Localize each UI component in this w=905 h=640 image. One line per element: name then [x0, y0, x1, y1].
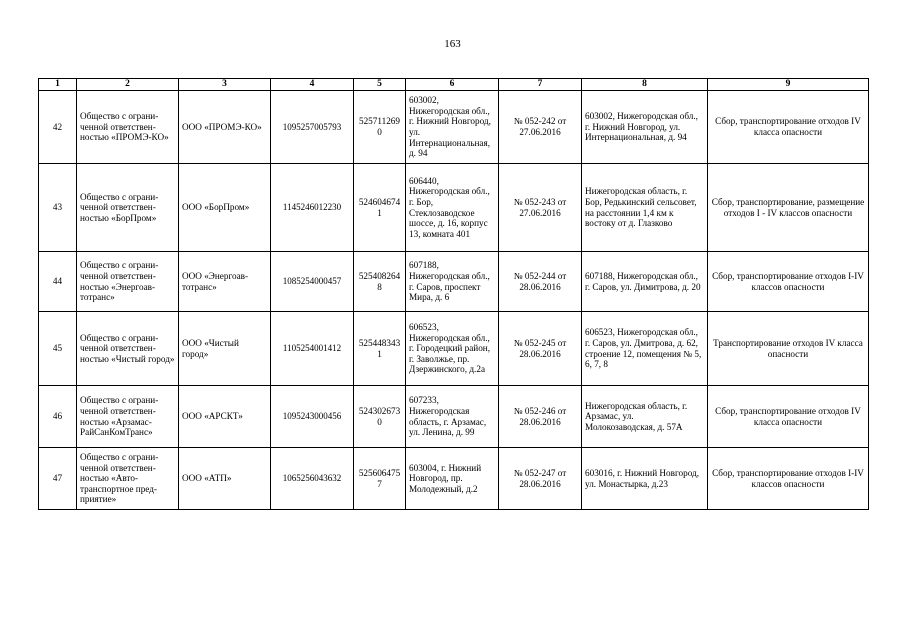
organization-full-name: Общество с ограни-ченной ответствен-ностью «Авто-транспортное пред-приятие» — [77, 448, 179, 510]
activity-type: Сбор, транспортирование отходов IV класса опасности — [708, 386, 869, 448]
column-number-row — [39, 79, 869, 91]
ogrn: 1065256043632 — [271, 448, 354, 510]
ogrn: 1085254000457 — [271, 252, 354, 312]
page-number: 163 — [444, 38, 461, 50]
inn: 5257112690 — [354, 91, 406, 164]
ogrn: 1105254001412 — [271, 312, 354, 386]
organization-full-name: Общество с ограни-ченной ответствен-ностью «Чистый город» — [77, 312, 179, 386]
organization-short-name: ООО «Чистый город» — [179, 312, 271, 386]
activity-type: Сбор, транспортирование отходов I-IV классов опасности — [708, 252, 869, 312]
column-header: 5 — [354, 79, 406, 91]
row-number: 44 — [39, 252, 77, 312]
column-header: 6 — [406, 79, 499, 91]
legal-address: 603002, Нижегородская обл., г. Нижний Новгород, ул. Интернациональная, д. 94 — [406, 91, 499, 164]
ogrn: 1095243000456 — [271, 386, 354, 448]
organization-short-name: ООО «АРСКТ» — [179, 386, 271, 448]
table-row — [39, 164, 869, 252]
column-header: 3 — [179, 79, 271, 91]
activity-site-address: 603002, Нижегородская обл., г. Нижний Новгород, ул. Интернациональная, д. 94 — [582, 91, 708, 164]
table-row — [39, 312, 869, 386]
ogrn: 1095257005793 — [271, 91, 354, 164]
activity-site-address: 607188, Нижегородская обл., г. Саров, ул. Димитрова, д. 20 — [582, 252, 708, 312]
license-number-date: № 052-243 от 27.06.2016 — [499, 164, 582, 252]
column-header: 2 — [77, 79, 179, 91]
activity-type: Сбор, транспортирование отходов IV класса опасности — [708, 91, 869, 164]
table-row — [39, 252, 869, 312]
inn: 5254483431 — [354, 312, 406, 386]
organization-full-name: Общество с ограни-ченной ответствен-ностью «Энергоав-тотранс» — [77, 252, 179, 312]
organization-short-name: ООО «БорПром» — [179, 164, 271, 252]
license-number-date: № 052-244 от 28.06.2016 — [499, 252, 582, 312]
activity-type: Транспортирование отходов IV класса опасности — [708, 312, 869, 386]
row-number: 42 — [39, 91, 77, 164]
activity-type: Сбор, транспортирование, размещение отходов I - IV классов опасности — [708, 164, 869, 252]
legal-address: 607188, Нижегородская обл., г. Саров, проспект Мира, д. 6 — [406, 252, 499, 312]
activity-site-address: Нижегородская область, г. Арзамас, ул. Молокозаводская, д. 57А — [582, 386, 708, 448]
column-header: 9 — [708, 79, 869, 91]
column-header: 7 — [499, 79, 582, 91]
row-number: 47 — [39, 448, 77, 510]
legal-address: 603004, г. Нижний Новгород, пр. Молодежный, д.2 — [406, 448, 499, 510]
column-header: 8 — [582, 79, 708, 91]
column-header: 4 — [271, 79, 354, 91]
license-number-date: № 052-245 от 28.06.2016 — [499, 312, 582, 386]
inn: 5243026730 — [354, 386, 406, 448]
organization-short-name: ООО «АТП» — [179, 448, 271, 510]
organization-short-name: ООО «ПРОМЭ-КО» — [179, 91, 271, 164]
license-number-date: № 052-242 от 27.06.2016 — [499, 91, 582, 164]
inn: 5254082648 — [354, 252, 406, 312]
activity-site-address: 606523, Нижегородская обл., г. Саров, ул. Дмитрова, д. 62, строение 12, помещения № 5, 6, 7, 8 — [582, 312, 708, 386]
table-row — [39, 448, 869, 510]
license-number-date: № 052-246 от 28.06.2016 — [499, 386, 582, 448]
activity-site-address: Нижегородская область, г. Бор, Редькинский сельсовет, на расстоянии 1,4 км к востоку от д. Глазково — [582, 164, 708, 252]
activity-type: Сбор, транспортирование отходов I-IV классов опасности — [708, 448, 869, 510]
organization-short-name: ООО «Энергоав-тотранс» — [179, 252, 271, 312]
inn: 5256064757 — [354, 448, 406, 510]
row-number: 45 — [39, 312, 77, 386]
inn: 5246046741 — [354, 164, 406, 252]
row-number: 43 — [39, 164, 77, 252]
organization-full-name: Общество с ограни-ченной ответствен-ностью «Арзамас-РайСанКомТранс» — [77, 386, 179, 448]
activity-site-address: 603016, г. Нижний Новгород, ул. Монастырка, д.23 — [582, 448, 708, 510]
table-row — [39, 386, 869, 448]
legal-address: 606440, Нижегородская обл., г. Бор, Стеклозаводское шоссе, д. 16, корпус 13, комната 401 — [406, 164, 499, 252]
legal-address: 606523, Нижегородская обл., г. Городецкий район, г. Заволжье, пр. Дзержинского, д.2а — [406, 312, 499, 386]
column-header: 1 — [39, 79, 77, 91]
organization-full-name: Общество с ограни-ченной ответствен-ностью «БорПром» — [77, 164, 179, 252]
row-number: 46 — [39, 386, 77, 448]
legal-address: 607233, Нижегородская область, г. Арзамас, ул. Ленина, д. 99 — [406, 386, 499, 448]
ogrn: 1145246012230 — [271, 164, 354, 252]
license-registry-table — [38, 78, 869, 510]
license-number-date: № 052-247 от 28.06.2016 — [499, 448, 582, 510]
table-row — [39, 91, 869, 164]
organization-full-name: Общество с ограни-ченной ответствен-ностью «ПРОМЭ-КО» — [77, 91, 179, 164]
